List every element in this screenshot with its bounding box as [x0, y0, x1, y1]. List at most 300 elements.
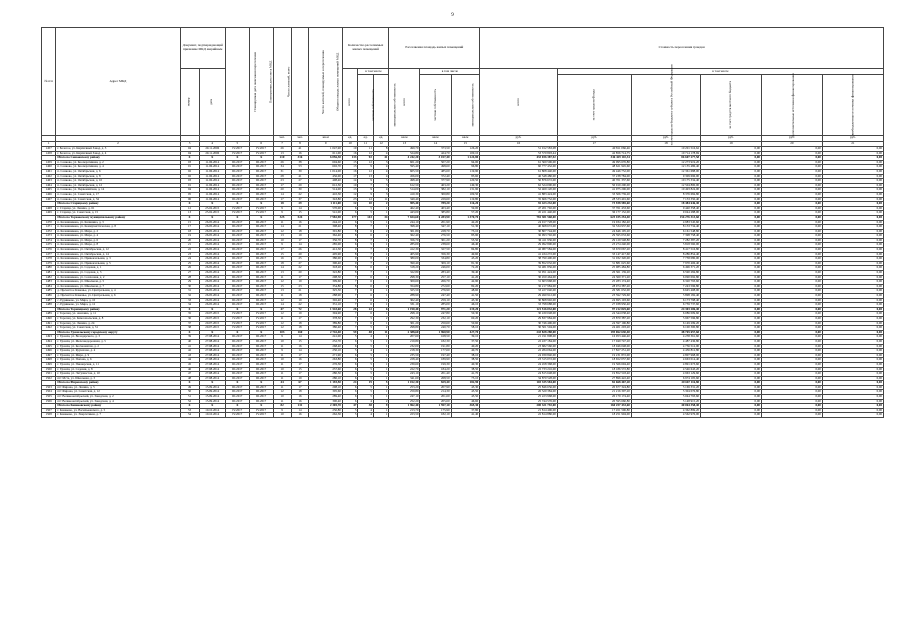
table-cell: 11 [273, 275, 291, 280]
table-cell: 16 [291, 413, 309, 418]
table-cell: 17 [273, 183, 291, 188]
table-cell: 20.07.2015 [199, 326, 225, 331]
table-cell: 6 [342, 211, 358, 216]
table-cell: 17 [291, 316, 309, 321]
address-cell: д. Пречистое Каменье, ул. Центральная, д. 6 [56, 294, 180, 299]
table-row [42, 413, 884, 418]
table-cell: 0,00 [761, 298, 822, 303]
table-cell: 103 [273, 330, 291, 335]
table-cell: 349,40 [389, 197, 420, 202]
table-cell: 59,00 [451, 206, 480, 211]
table-cell: 22 [358, 307, 374, 312]
table-cell: 250,80 [309, 408, 342, 413]
table-cell: III.2017 [249, 266, 273, 271]
table-cell: 46 [180, 367, 199, 372]
table-cell: 45 221 440,00 [480, 211, 558, 216]
table-cell: 7 [342, 289, 358, 294]
table-cell: 61 369 596,00 [480, 160, 558, 165]
table-cell: III.2017 [225, 261, 249, 266]
table-cell: 0,00 [822, 151, 883, 156]
table-cell: 298,30 [389, 275, 420, 280]
table-cell: 27 [180, 271, 199, 276]
table-cell: III.2017 [225, 174, 249, 179]
table-cell: 362,40 [309, 234, 342, 239]
header-rooms-municipal: муниципальная собственность [373, 75, 389, 136]
table-cell: 1 960,90 [420, 330, 451, 335]
table-cell: X [225, 330, 249, 335]
column-number-cell: 17 [557, 141, 631, 147]
table-cell: 49 446 752,00 [557, 169, 631, 174]
table-cell: X [249, 215, 273, 220]
table-cell: 207,60 [389, 335, 420, 340]
table-cell: 50 [180, 390, 199, 395]
table-cell: 6 149 299,20 [631, 321, 700, 326]
table-cell: 8 [342, 271, 358, 276]
table-cell: 27 896 422,40 [557, 376, 631, 381]
table-cell: 32 951 424,00 [480, 271, 558, 276]
table-cell: 298,10 [309, 385, 342, 390]
table-cell: 12 [273, 321, 291, 326]
table-cell: 12 [273, 312, 291, 317]
address-cell: г. Удомля, ул. Мира, д. 9 [56, 353, 180, 358]
table-cell: 119,80 [451, 197, 480, 202]
table-cell: 11 [373, 330, 389, 335]
table-cell: 0,00 [822, 399, 883, 404]
table-cell: 4 807 968,00 [631, 353, 700, 358]
table-cell: 20 [273, 188, 291, 193]
address-cell: п. Калашниково, ул. Мира, д. 8 [56, 243, 180, 248]
table-cell: IV.2017 [225, 147, 249, 152]
table-cell: 131,90 [451, 188, 480, 193]
table-cell: 97 212 825,60 [557, 307, 631, 312]
table-cell: 4 [358, 413, 374, 418]
table-cell: IV.2017 [249, 312, 273, 317]
table-cell: 36 [180, 316, 199, 321]
table-cell: 1508 [42, 413, 56, 418]
table-cell: 0,00 [701, 399, 762, 404]
table-cell: 17 [291, 238, 309, 243]
table-cell: 31 603 968,00 [480, 280, 558, 285]
table-cell: 195 062 630,40 [557, 330, 631, 335]
table-cell: 6 [358, 234, 374, 239]
address-cell: п. Сонково, ул. Советская, д. 17 [56, 192, 180, 197]
table-cell: 29 837 984,00 [480, 316, 558, 321]
table-cell: 9 [273, 206, 291, 211]
table-cell: 1 [373, 294, 389, 299]
table-cell: 13 [273, 289, 291, 294]
table-cell: 0,00 [701, 225, 762, 230]
table-cell: 252,70 [309, 339, 342, 344]
table-cell: 4 238 361,60 [631, 335, 700, 340]
table-cell: 380,40 [309, 326, 342, 331]
table-cell: 5 169 331,20 [631, 385, 700, 390]
table-cell: 0,00 [761, 188, 822, 193]
table-cell: 235,50 [389, 353, 420, 358]
table-cell: 6 [342, 376, 358, 381]
table-cell: 26.05.2014 [199, 225, 225, 230]
table-cell: 30 430 048,00 [480, 312, 558, 317]
table-cell: 33 227 040,00 [480, 289, 558, 294]
table-cell: 285,00 [420, 303, 451, 308]
table-cell: 20.07.2015 [199, 321, 225, 326]
table-cell: 29 490 912,00 [480, 294, 558, 299]
table-cell: III.2017 [249, 234, 273, 239]
table-cell: 1458 [42, 151, 56, 156]
address-cell: Итого по Сонковскому району [56, 156, 180, 161]
table-cell: 5 [358, 344, 374, 349]
table-cell: 0,00 [761, 225, 822, 230]
table-cell: 182,10 [420, 413, 451, 418]
table-cell: 0,00 [701, 192, 762, 197]
table-cell: 1 [373, 206, 389, 211]
table-cell: 34 [273, 165, 291, 170]
table-cell: 13 [180, 211, 199, 216]
table-cell: 595,40 [389, 165, 420, 170]
table-cell: 47 [273, 307, 291, 312]
table-cell: III.2017 [225, 294, 249, 299]
table-cell: 0,00 [701, 197, 762, 202]
table-cell: III.2017 [225, 234, 249, 239]
table-cell: 26.05.2014 [199, 252, 225, 257]
table-cell: 17 [291, 362, 309, 367]
table-cell: 55,50 [451, 238, 480, 243]
table-cell: III.2017 [225, 344, 249, 349]
table-cell: 119,90 [451, 169, 480, 174]
table-cell: 218,30 [389, 349, 420, 354]
table-cell: 300,40 [309, 399, 342, 404]
table-cell: 380,00 [389, 257, 420, 262]
table-cell: 427,70 [451, 330, 480, 335]
table-cell: 94,00 [451, 160, 480, 165]
address-cell: г. Торопец, ул. Комсомольская, д. 8 [56, 316, 180, 321]
table-cell: 288,90 [309, 294, 342, 299]
table-cell: 1 [373, 312, 389, 317]
table-cell: 1503 [42, 385, 56, 390]
table-cell: 1485 [42, 289, 56, 294]
table-cell: 14 [291, 335, 309, 340]
table-cell: 244,10 [309, 220, 342, 225]
table-cell: 6 [358, 280, 374, 285]
table-cell: 8 [342, 238, 358, 243]
table-cell: 100,10 [451, 151, 480, 156]
table-cell: 214,30 [420, 390, 451, 395]
table-cell: 1467 [42, 197, 56, 202]
table-cell: 271,90 [309, 353, 342, 358]
table-cell: 51,30 [451, 225, 480, 230]
table-cell: 398,40 [309, 225, 342, 230]
table-cell: 27 [291, 179, 309, 184]
table-cell: III.2017 [249, 188, 273, 193]
table-cell: 0,00 [701, 408, 762, 413]
table-cell: 17 949 747,20 [557, 339, 631, 344]
table-cell: 829,40 [420, 381, 451, 386]
table-cell: 52 [180, 399, 199, 404]
table-cell: 207,90 [420, 385, 451, 390]
table-cell: 272,60 [420, 284, 451, 289]
table-cell: 6 056,30 [309, 156, 342, 161]
table-cell: 1 [373, 275, 389, 280]
column-number-cell: 9 [309, 141, 342, 147]
table-cell: 341,60 [389, 376, 420, 381]
table-cell: 03 [180, 179, 199, 184]
table-cell: 33 506 739,20 [557, 192, 631, 197]
table-cell: 46 548 480,00 [480, 174, 558, 179]
table-cell: 0,00 [822, 362, 883, 367]
table-cell: 120,50 [451, 179, 480, 184]
table-cell: 6 645 408,00 [631, 289, 700, 294]
table-cell: 31 [180, 289, 199, 294]
table-cell: 14 [273, 266, 291, 271]
table-cell: 23 [273, 179, 291, 184]
table-cell: 04 [180, 151, 199, 156]
table-cell: 0,00 [701, 160, 762, 165]
table-cell: 1466 [42, 192, 56, 197]
table-cell: 0,00 [761, 248, 822, 253]
column-number-cell: 10 [342, 141, 358, 147]
table-cell: III.2017 [249, 335, 273, 340]
table-cell: 7 758 080,00 [631, 257, 700, 262]
table-cell: 10 [342, 183, 358, 188]
table-cell: 0,00 [761, 156, 822, 161]
address-cell: п. Калашниково, ул. Садовая, д. 1 [56, 266, 180, 271]
table-cell: 2 388,60 [389, 330, 420, 335]
table-cell: 0,00 [701, 229, 762, 234]
table-cell: 19 [342, 147, 358, 152]
table-cell: 11.06.2014 [199, 197, 225, 202]
table-cell: 13 [273, 234, 291, 239]
table-cell: III.2017 [225, 183, 249, 188]
table-cell: 7 [342, 275, 358, 280]
table-cell: 143 [358, 215, 374, 220]
address-cell: г. Бологое, ул. Кирпичный Завод, д. 3 [56, 147, 180, 152]
table-cell: 9 [358, 188, 374, 193]
table-cell: 1 [373, 372, 389, 377]
table-cell: 0,00 [701, 252, 762, 257]
address-cell: п. Сонково, ул. Октябрьская, д. 8 [56, 174, 180, 179]
table-cell: X [180, 156, 199, 161]
header-cost-fund: за счет средств Фонда [557, 75, 631, 136]
table-cell: 36 177 152,00 [557, 211, 631, 216]
table-cell: 0,00 [701, 266, 762, 271]
table-cell: 463,20 [420, 183, 451, 188]
table-cell: 1495 [42, 344, 56, 349]
table-cell: 1499 [42, 362, 56, 367]
table-cell: 0,00 [822, 339, 883, 344]
table-cell: 3 [373, 160, 389, 165]
table-cell: 322,80 [389, 271, 420, 276]
table-cell: 50 019 200,00 [557, 183, 631, 188]
table-cell: 0,00 [761, 339, 822, 344]
table-cell: III.2017 [249, 271, 273, 276]
table-cell: 514,00 [389, 188, 420, 193]
table-cell: 50 876 672,00 [480, 179, 558, 184]
table-cell: 0,00 [761, 390, 822, 395]
table-cell: 13 [273, 271, 291, 276]
column-number-cell: 21 [822, 141, 883, 147]
table-cell: 26 581 632,00 [557, 289, 631, 294]
table-cell: III.2017 [249, 399, 273, 404]
table-cell: 12 [273, 390, 291, 395]
table-cell: 1 [373, 211, 389, 216]
table-cell: 247,40 [420, 294, 451, 299]
table-cell: 2 [373, 316, 389, 321]
column-number-cell: 11 [358, 141, 374, 147]
table-cell: 334,80 [420, 257, 451, 262]
table-cell: 9 044 288,00 [631, 211, 700, 216]
table-cell: 1477 [42, 252, 56, 257]
table-cell: IV.2017 [249, 316, 273, 321]
table-cell: 27 038 950,40 [557, 303, 631, 308]
table-cell: 52 469 120,00 [480, 188, 558, 193]
table-cell: 625 105 254,40 [557, 215, 631, 220]
table-cell: 259,10 [420, 298, 451, 303]
table-cell: 46,40 [451, 243, 480, 248]
table-cell: 33 670 067,20 [557, 248, 631, 253]
table-cell: 53 [180, 408, 199, 413]
table-cell: 541,00 [309, 211, 342, 216]
table-cell: 23 [180, 252, 199, 257]
table-cell: 0,00 [761, 358, 822, 363]
table-cell: 29 [291, 183, 309, 188]
address-cell: п. Сонково, ул. Кооперативная, д. 4 [56, 165, 180, 170]
table-cell: III.2017 [225, 248, 249, 253]
table-cell: 26.05.2014 [199, 257, 225, 262]
table-cell: 121 516 032,00 [480, 307, 558, 312]
table-cell: 6 590 284,80 [631, 271, 700, 276]
table-cell: 27.08.2014 [199, 362, 225, 367]
table-cell: 5 [358, 358, 374, 363]
table-cell: 0,00 [822, 298, 883, 303]
table-cell: 131 [291, 404, 309, 409]
table-cell: 0,00 [822, 220, 883, 225]
table-cell: 14 [273, 192, 291, 197]
table-cell: 45,20 [451, 257, 480, 262]
table-cell: 5 [358, 362, 374, 367]
table-cell: 292,30 [389, 316, 420, 321]
table-cell: 26 361 139,20 [557, 271, 631, 276]
table-cell: 612,50 [389, 183, 420, 188]
address-cell: г. Конаково, ул. Васильковского, д. 5 [56, 408, 180, 413]
table-cell: 343,80 [309, 197, 342, 202]
header-planned-end: Планируемая дата окончания переселения [225, 28, 249, 136]
table-cell: 10 [273, 358, 291, 363]
table-cell: 6 [342, 243, 358, 248]
table-cell: 257,60 [309, 367, 342, 372]
table-cell: 0,00 [822, 179, 883, 184]
table-cell: 0,00 [701, 165, 762, 170]
table-cell: 12 [273, 326, 291, 331]
table-cell: 31 032 320,00 [557, 257, 631, 262]
table-cell: 82,20 [451, 284, 480, 289]
table-cell: 37 238 784,00 [557, 174, 631, 179]
unit-cell: кв.м [451, 136, 480, 142]
table-cell: 24 303 206,40 [631, 307, 700, 312]
table-cell: 389,80 [309, 321, 342, 326]
table-cell: 302,40 [309, 298, 342, 303]
table-cell: 232,10 [420, 316, 451, 321]
table-cell: 0,00 [822, 344, 883, 349]
table-cell: 7 [342, 294, 358, 299]
table-cell: III.2017 [225, 353, 249, 358]
header-cost-group: Стоимость переселения граждан [480, 28, 884, 69]
table-cell: 498,40 [309, 179, 342, 184]
table-cell: IV.2017 [249, 321, 273, 326]
table-cell: 45,50 [451, 390, 480, 395]
table-cell: 0,00 [822, 404, 883, 409]
table-cell: 33 798 688,00 [480, 303, 558, 308]
table-cell: 0,00 [822, 349, 883, 354]
table-cell: 223,50 [389, 413, 420, 418]
table-cell: 15 [291, 367, 309, 372]
table-cell: 7 [342, 303, 358, 308]
table-cell: 1491 [42, 321, 56, 326]
table-cell: 0,00 [822, 335, 883, 340]
table-cell: 103 335 584,00 [480, 381, 558, 386]
table-cell: 0,00 [822, 353, 883, 358]
table-cell: 0,00 [822, 211, 883, 216]
table-cell: 20 179 174,40 [557, 395, 631, 400]
table-cell: 1 [373, 376, 389, 381]
unit-cell: руб. [631, 136, 700, 142]
table-cell: 11 [273, 362, 291, 367]
table-cell: 10 714 178,69 [631, 151, 700, 156]
table-cell: 6 [342, 344, 358, 349]
table-cell: 19 [358, 381, 374, 386]
table-cell: 15 [291, 339, 309, 344]
table-cell: X [225, 307, 249, 312]
table-cell: 1 [373, 321, 389, 326]
table-cell: 67 [291, 381, 309, 386]
column-number-cell: 4 [199, 141, 225, 147]
table-cell: 356,70 [389, 238, 420, 243]
table-cell: 12 504 800,00 [631, 183, 700, 188]
address-cell: п. Калашниково, ул. Мира, д. 6 [56, 238, 180, 243]
table-cell: 0,00 [822, 202, 883, 207]
table-cell: 8 [358, 257, 374, 262]
table-cell: 0,00 [822, 238, 883, 243]
table-cell: 5 [358, 376, 374, 381]
address-cell: п. Сонково, ул. Советская, д. 34 [56, 197, 180, 202]
table-cell: 0,00 [822, 215, 883, 220]
table-cell: 22 [291, 266, 309, 271]
table-cell: 1 [373, 335, 389, 340]
table-cell: 96,80 [451, 165, 480, 170]
table-cell: III.2017 [225, 266, 249, 271]
table-cell: 37 [291, 197, 309, 202]
table-cell: 46,10 [451, 303, 480, 308]
table-cell: 39 [180, 335, 199, 340]
table-cell: 51 [180, 395, 199, 400]
table-cell: 42 [180, 349, 199, 354]
table-cell: 92 [358, 156, 374, 161]
table-cell: 1 [373, 385, 389, 390]
table-cell: III.2017 [249, 367, 273, 372]
table-cell: 39 852 032,00 [480, 261, 558, 266]
table-cell: 48 621 945,60 [557, 165, 631, 170]
table-cell: 1 [373, 367, 389, 372]
table-cell: 31 881 625,60 [557, 261, 631, 266]
table-cell: 16 [291, 344, 309, 349]
table-cell: 4 487 436,80 [631, 339, 700, 344]
table-cell: 382,10 [420, 188, 451, 193]
table-cell: III.2017 [225, 335, 249, 340]
table-cell: 0,00 [761, 326, 822, 331]
table-cell: 32 [180, 294, 199, 299]
table-cell: 19 231 872,00 [557, 353, 631, 358]
table-cell: 0,00 [701, 381, 762, 386]
table-cell: 39,40 [451, 271, 480, 276]
table-cell: 28 533 401,60 [557, 197, 631, 202]
